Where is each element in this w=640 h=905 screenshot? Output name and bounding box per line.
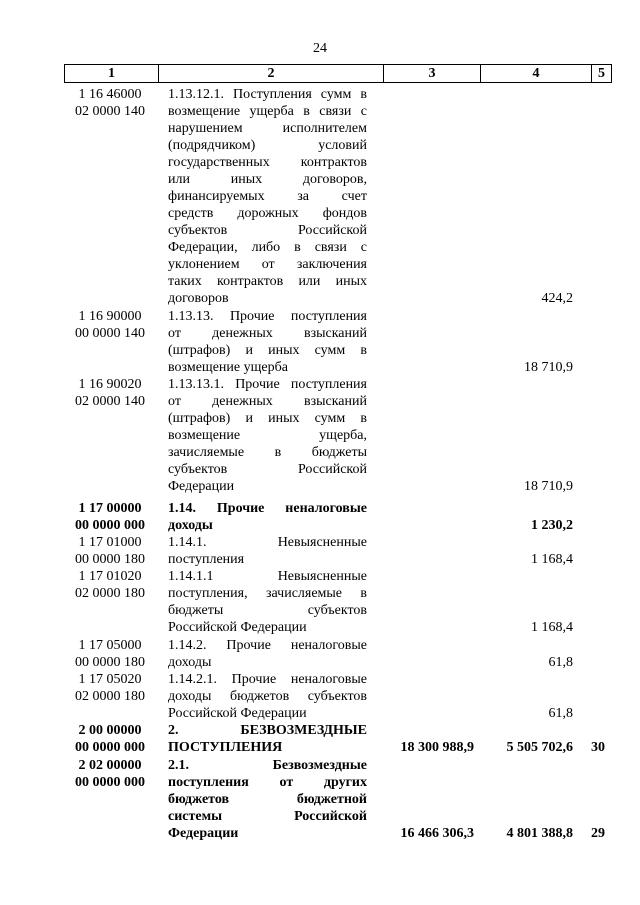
description-line: (подрядчиком) условий	[168, 138, 367, 153]
income-description	[168, 308, 367, 376]
budget-code	[62, 534, 158, 568]
header-col-1: 1	[108, 66, 115, 81]
description-line: государственных контрактов	[168, 155, 367, 170]
budget-code	[62, 722, 158, 756]
income-description	[168, 637, 367, 671]
income-description	[168, 671, 367, 722]
description-line: возмещение ущерба	[168, 360, 288, 375]
table-header	[64, 64, 612, 83]
income-description	[168, 534, 367, 568]
budget-code-line: 00 0000 180	[75, 655, 145, 670]
description-line: или иных договоров,	[168, 172, 367, 187]
description-line: 1.14. Прочие неналоговые	[168, 501, 367, 516]
description-line: поступления, зачисляемые в	[168, 586, 367, 601]
header-col-3: 3	[428, 66, 436, 81]
income-description	[168, 500, 367, 534]
description-line: системы Российской	[168, 809, 367, 824]
amount-col-4: 1 168,4	[531, 620, 573, 635]
description-line: возмещение ущерба в связи с	[168, 104, 367, 119]
budget-code-line: 2 00 00000	[78, 723, 142, 738]
description-line: Федерации	[168, 826, 239, 841]
header-col-5: 5	[598, 66, 605, 81]
description-line: уклонением от заключения	[168, 257, 367, 272]
budget-code-line: 1 17 05020	[78, 672, 142, 687]
description-line: 1.13.12.1. Поступления сумм в	[168, 87, 367, 102]
description-line: 1.13.13. Прочие поступления	[168, 309, 367, 324]
description-line: (штрафов) и иных сумм в	[168, 343, 367, 358]
budget-code-line: 1 16 90000	[78, 309, 142, 324]
budget-code	[62, 671, 158, 705]
budget-code-line: 1 17 01000	[78, 535, 142, 550]
description-line: Федерации	[168, 479, 235, 494]
budget-code-line: 02 0000 140	[75, 104, 145, 119]
description-line: 2.1. Безвозмездные	[168, 758, 367, 773]
description-line: 2. БЕЗВОЗМЕЗДНЫЕ	[168, 723, 367, 738]
description-line: Российской Федерации	[168, 620, 307, 635]
description-line: средств дорожных фондов	[168, 206, 367, 221]
description-line: 1.14.1.1 Невыясненные	[168, 569, 367, 584]
amount-col-4: 18 710,9	[524, 360, 573, 375]
amount-col-4: 5 505 702,6	[506, 740, 573, 755]
budget-code	[62, 376, 158, 410]
description-line: Федерации, либо в связи с	[168, 240, 367, 255]
amount-col-4: 18 710,9	[524, 479, 573, 494]
income-description	[168, 376, 367, 495]
budget-code-line: 1 17 00000	[78, 501, 142, 516]
description-line: Российской Федерации	[168, 706, 307, 721]
budget-code-line: 00 0000 000	[75, 740, 145, 755]
description-line: бюджетов бюджетной	[168, 792, 367, 807]
description-line: доходы	[168, 655, 212, 670]
income-description	[168, 722, 367, 756]
budget-code	[62, 86, 158, 120]
amount-col-3: 16 466 306,3	[400, 826, 474, 841]
description-line: поступления от других	[168, 775, 367, 790]
amount-col-4: 61,8	[548, 706, 573, 721]
header-col-4: 4	[532, 66, 540, 81]
description-line: 1.14.2. Прочие неналоговые	[168, 638, 367, 653]
budget-code-line: 2 02 00000	[78, 758, 142, 773]
budget-code	[62, 757, 158, 791]
page-number: 24	[313, 41, 327, 56]
amount-col-3: 18 300 988,9	[400, 740, 474, 755]
description-line: нарушением исполнителем	[168, 121, 367, 136]
budget-code-line: 02 0000 180	[75, 689, 145, 704]
description-line: ПОСТУПЛЕНИЯ	[168, 740, 283, 755]
budget-code-line: 00 0000 000	[75, 775, 145, 790]
description-line: доходы бюджетов субъектов	[168, 689, 367, 704]
budget-code	[62, 500, 158, 534]
budget-code	[62, 637, 158, 671]
description-line: от денежных взысканий	[168, 326, 367, 341]
description-line: 1.13.13.1. Прочие поступления	[168, 377, 367, 392]
description-line: доходы	[168, 518, 213, 533]
header-col-2: 2	[267, 66, 275, 81]
budget-code-line: 02 0000 140	[75, 394, 145, 409]
budget-code-line: 1 17 05000	[78, 638, 142, 653]
percent-col-5: 29	[591, 826, 605, 841]
description-line: поступления	[168, 552, 245, 567]
description-line: бюджеты субъектов	[168, 603, 367, 618]
description-line: 1.14.1. Невыясненные	[168, 535, 367, 550]
budget-code-line: 1 17 01020	[78, 569, 142, 584]
amount-col-4: 61,8	[548, 655, 573, 670]
income-description	[168, 568, 367, 636]
description-line: зачисляемые в бюджеты	[168, 445, 367, 460]
description-line: субъектов Российской	[168, 462, 367, 477]
income-description	[168, 757, 367, 842]
amount-col-4: 424,2	[541, 291, 573, 306]
description-line: возмещение ущерба,	[168, 428, 367, 443]
budget-code	[62, 308, 158, 342]
description-line: договоров	[168, 291, 229, 306]
description-line: от денежных взысканий	[168, 394, 367, 409]
amount-col-4: 1 168,4	[531, 552, 573, 567]
budget-code-line: 02 0000 180	[75, 586, 145, 601]
description-line: 1.14.2.1. Прочие неналоговые	[168, 672, 367, 687]
amount-col-4: 4 801 388,8	[506, 826, 573, 841]
percent-col-5: 30	[591, 740, 605, 755]
income-description	[168, 86, 367, 307]
description-line: (штрафов) и иных сумм в	[168, 411, 367, 426]
description-line: субъектов Российской	[168, 223, 367, 238]
budget-code-line: 00 0000 140	[75, 326, 145, 341]
budget-code-line: 00 0000 000	[75, 518, 145, 533]
budget-code-line: 1 16 90020	[78, 377, 142, 392]
description-line: финансируемых за счет	[168, 189, 367, 204]
amount-col-4: 1 230,2	[531, 518, 573, 533]
description-line: таких контрактов или иных	[168, 274, 367, 289]
budget-code-line: 00 0000 180	[75, 552, 145, 567]
budget-code	[62, 568, 158, 602]
budget-code-line: 1 16 46000	[78, 87, 142, 102]
